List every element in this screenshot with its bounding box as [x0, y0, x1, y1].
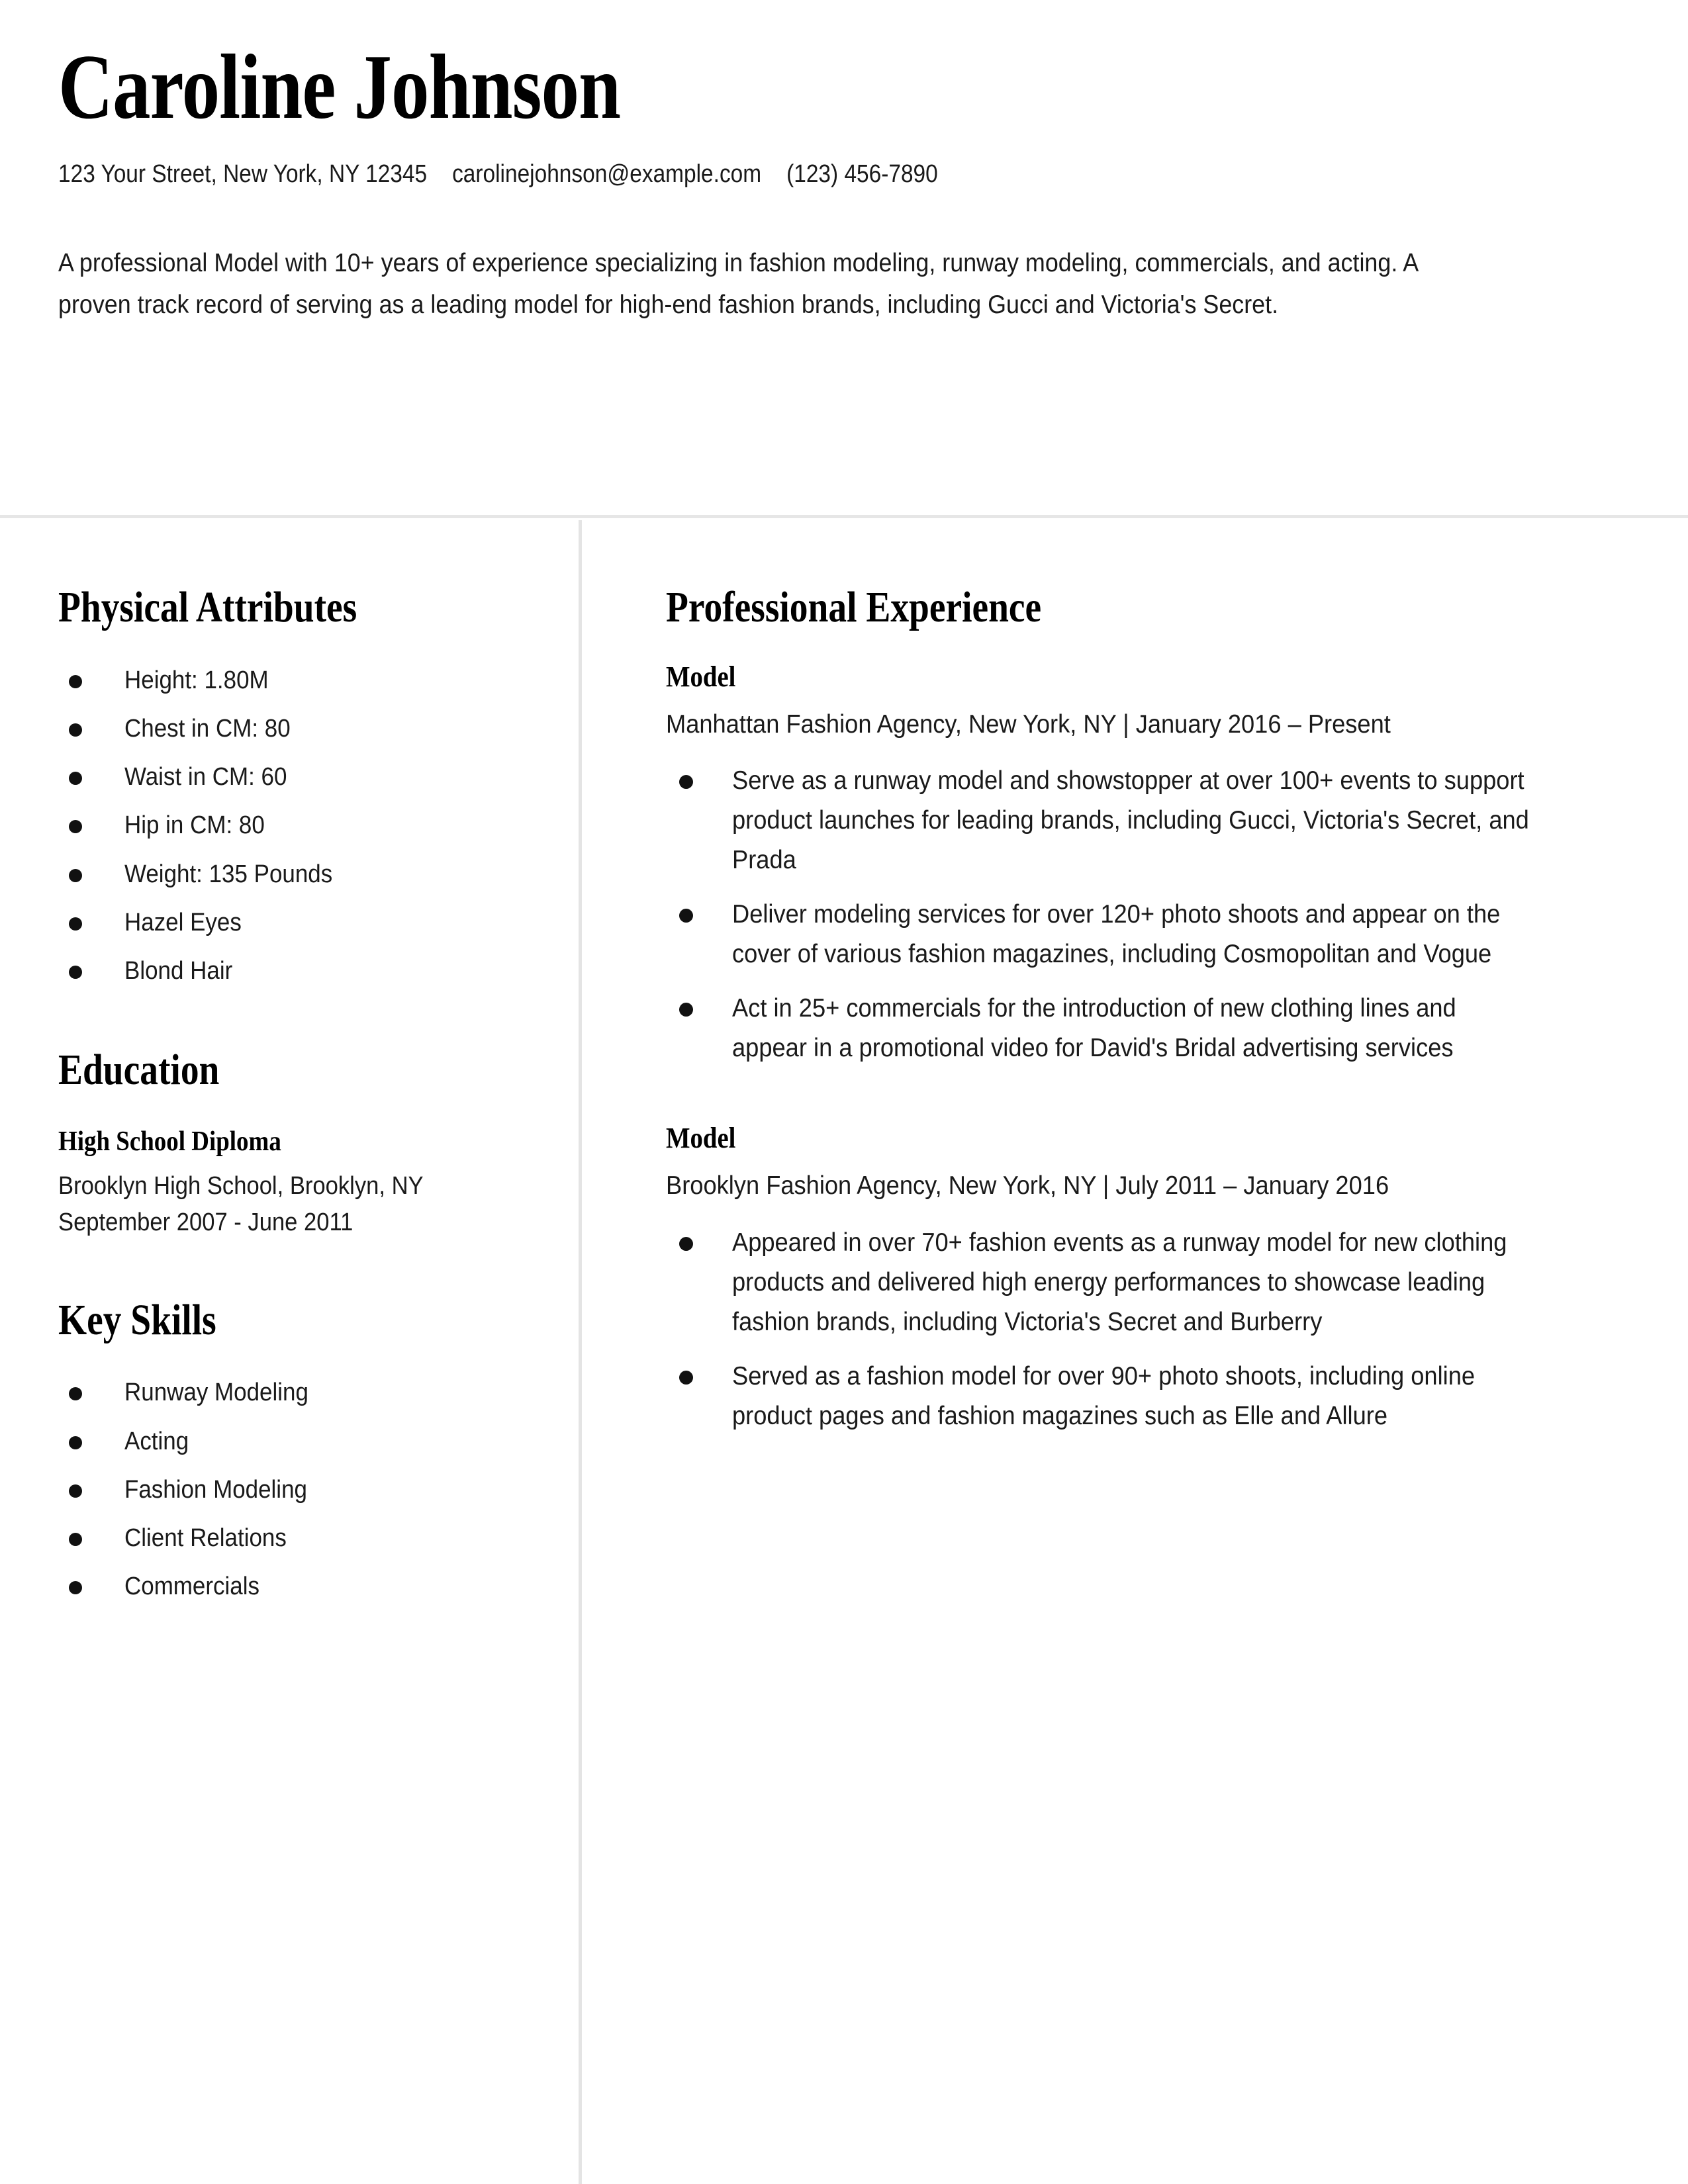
section-title-physical-attributes: Physical Attributes [58, 583, 357, 631]
experience-bullets [666, 1223, 1622, 1436]
list-item-label: Runway Modeling [124, 1379, 308, 1407]
list-item-label: Waist in CM: 60 [124, 763, 287, 792]
list-item-label: Height: 1.80M [124, 666, 269, 694]
contact-email[interactable]: carolinejohnson@example.com [452, 160, 762, 189]
education-degree: High School Diploma [58, 1126, 281, 1158]
list-item-label: Acting [124, 1427, 189, 1455]
section-title-education: Education [58, 1046, 220, 1095]
list-item [58, 952, 532, 991]
education-entry [58, 1124, 532, 1241]
education-school: Brooklyn High School, Brooklyn, NY [58, 1171, 424, 1200]
list-item-label: Commercials [124, 1572, 259, 1601]
section-key-skills [58, 1297, 532, 1607]
section-education [58, 1046, 532, 1240]
body-columns [0, 520, 1688, 1616]
list-item [58, 1471, 532, 1510]
experience-role: Model [666, 660, 736, 693]
list-item-label: Blond Hair [124, 957, 233, 985]
professional-summary: A professional Model with 10+ years of experience specializing in fashion modeling, runway modeling, commercials, and acting. A proven track record of serving as a leading model for high-end fashion brands, including Gucci and Victoria's Secret. [58, 248, 1418, 320]
list-item [58, 758, 532, 797]
list-item-label: Act in 25+ commercials for the introduction of new clothing lines and appear in a promotional video for David's Bridal advertising services [732, 994, 1456, 1063]
physical-attributes-list [58, 661, 532, 991]
list-item [58, 806, 532, 845]
experience-role: Model [666, 1122, 736, 1155]
list-item [58, 1567, 532, 1606]
left-column [0, 520, 579, 1616]
contact-address: 123 Your Street, New York, NY 12345 [58, 160, 428, 189]
education-dates: September 2007 - June 2011 [58, 1208, 353, 1236]
experience-entry [666, 659, 1622, 1069]
list-item [58, 1373, 532, 1412]
header-divider [0, 515, 1688, 518]
list-item-label: Fashion Modeling [124, 1475, 307, 1504]
list-item-label: Hazel Eyes [124, 908, 242, 936]
list-item-label: Client Relations [124, 1524, 287, 1553]
list-item [666, 895, 1593, 974]
list-item [58, 1422, 532, 1461]
list-item [666, 1357, 1593, 1436]
section-physical-attributes [58, 584, 532, 991]
list-item-label: Chest in CM: 80 [124, 714, 291, 743]
list-item-label: Weight: 135 Pounds [124, 860, 333, 888]
experience-meta: Brooklyn Fashion Agency, New York, NY | July 2011 – January 2016 [666, 1171, 1389, 1201]
list-item [666, 761, 1593, 880]
experience-meta: Manhattan Fashion Agency, New York, NY | January 2016 – Present [666, 709, 1391, 739]
list-item [58, 1519, 532, 1558]
list-item-label: Served as a fashion model for over 90+ photo shoots, including online product pages and fashion magazines such as Elle and Allure [732, 1362, 1476, 1431]
list-item-label: Hip in CM: 80 [124, 811, 265, 840]
section-title-professional-experience: Professional Experience [666, 583, 1042, 631]
page-title: Caroline Johnson [58, 36, 621, 138]
list-item [58, 661, 532, 700]
list-item [58, 903, 532, 942]
section-title-key-skills: Key Skills [58, 1295, 216, 1344]
key-skills-list [58, 1373, 532, 1606]
section-professional-experience [666, 584, 1622, 1436]
list-item-label: Appeared in over 70+ fashion events as a runway model for new clothing products and delivered high energy performances to showcase leading fashion brands, including Victoria's Secret and Burberry [732, 1228, 1507, 1337]
list-item [58, 855, 532, 894]
list-item-label: Serve as a runway model and showstopper at over 100+ events to support product launches for leading brands, including Gucci, Victoria's Secret, and Prada [732, 766, 1529, 875]
resume-header [0, 0, 1688, 326]
experience-bullets [666, 761, 1622, 1068]
right-column [579, 520, 1688, 1451]
list-item [58, 709, 532, 749]
contact-line [58, 159, 1440, 191]
list-item-label: Deliver modeling services for over 120+ photo shoots and appear on the cover of various fashion magazines, including Cosmopolitan and Vogue [732, 900, 1501, 969]
experience-entry [666, 1120, 1622, 1436]
list-item [666, 1223, 1593, 1342]
contact-phone[interactable]: (123) 456-7890 [786, 160, 938, 189]
list-item [666, 989, 1593, 1068]
